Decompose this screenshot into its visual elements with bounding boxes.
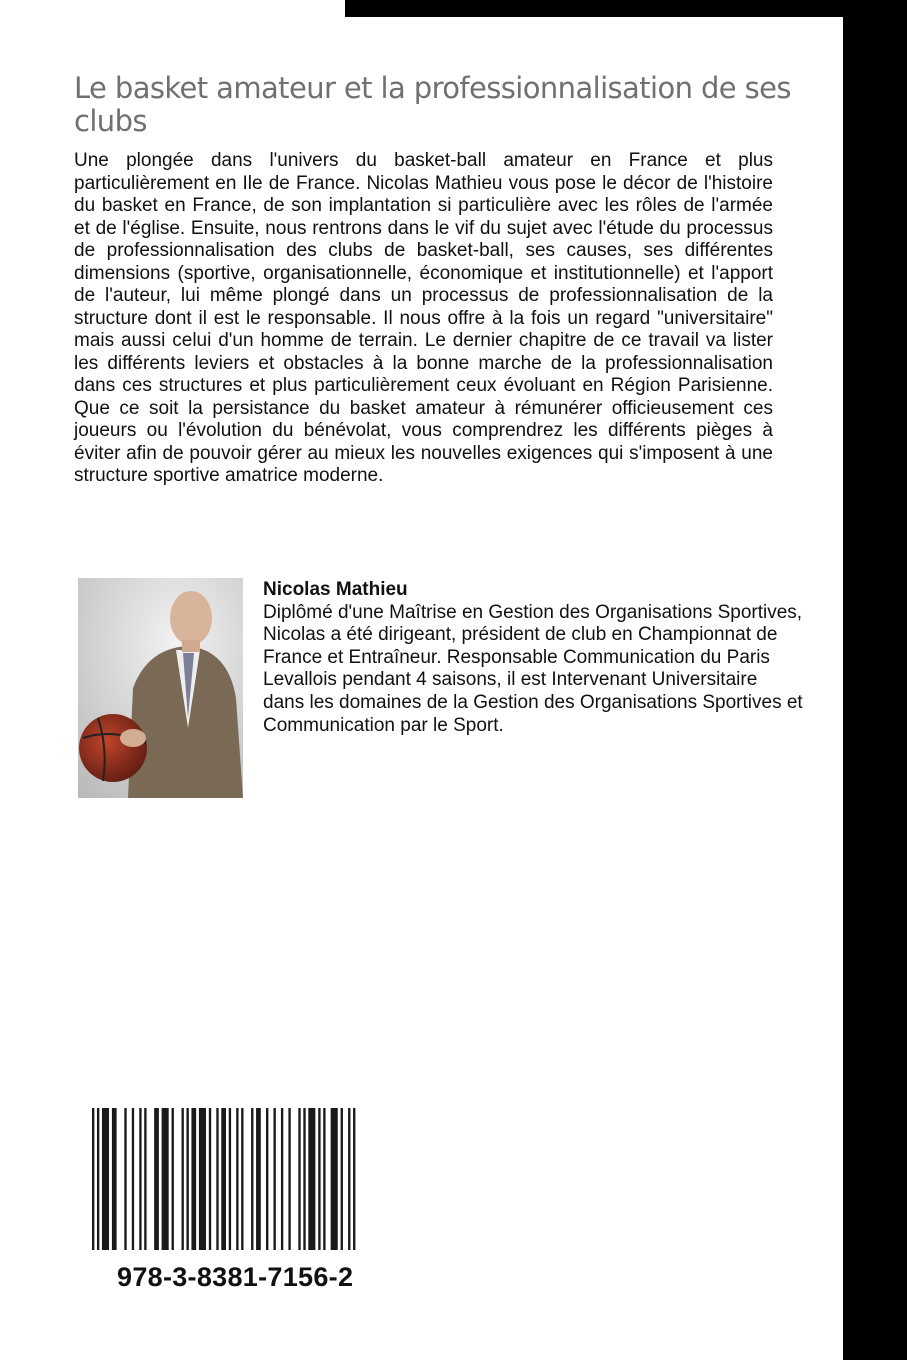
- barcode-bar: [348, 1108, 350, 1250]
- barcode-bar: [97, 1108, 99, 1250]
- cover-spine-band: [843, 0, 907, 1360]
- barcode-bar: [216, 1108, 218, 1250]
- barcode-bar: [298, 1108, 300, 1250]
- isbn-number: 978-3-8381-7156-2: [117, 1262, 354, 1292]
- barcode-bar: [191, 1108, 196, 1250]
- author-bio-block: [263, 579, 803, 737]
- barcode-bar: [318, 1108, 320, 1250]
- barcode-bar: [112, 1108, 117, 1250]
- barcode-bar: [229, 1108, 231, 1250]
- barcode-bar: [221, 1108, 226, 1250]
- barcode-bar: [102, 1108, 109, 1250]
- barcode-bar: [323, 1108, 325, 1250]
- book-description: Une plongée dans l'univers du basket-ball amateur en France et plus particulièrement en Ile de France. Nicolas Mathieu vous pose le décor de l'histoire du basket en France, de son implantation si particulière avec les rôles de l'armée et de l'église. Ensuite, nous rentrons dans le vif du sujet avec l'étude du processus de professionnalisation des clubs de basket-ball, ses causes, ses différentes dimensions (sportive, organisationnelle, économique et institutionnelle) et l'apport de l'auteur, lui même plongé dans un processus de professionnalisation de la structure dont il est le responsable. Il nous offre à la fois un regard "universitaire" mais aussi celui d'un homme de terrain. Le dernier chapitre de ce travail va lister les différents leviers et obstacles à la bonne marche de la professionnalisation dans ces structures et plus particulièrement ceux évoluant en Région Parisienne. Que ce soit la persistance du basket amateur à rémunérer officieusement ces joueurs ou l'évolution du bénévolat, vous comprendrez les différents pièges à éviter afin de pouvoir gérer au mieux les nouvelles exigences qui s'imposent à une structure sportive amatrice moderne.: [74, 150, 773, 486]
- author-bio: Diplômé d'une Maîtrise en Gestion des Organisations Sportives, Nicolas a été dirigeant, président de club en Championnat de France et Entraîneur. Responsable Communication du Paris Levallois pendant 4 saisons, il est Intervenant Universitaire dans les domaines de la Gestion des Organisations Sportives et Communication par le Sport.: [263, 601, 803, 736]
- barcode-bar: [251, 1108, 253, 1250]
- barcode-bar: [209, 1108, 211, 1250]
- barcode-bar: [144, 1108, 146, 1250]
- barcode-bar: [288, 1108, 290, 1250]
- barcode-bar: [172, 1108, 174, 1250]
- barcode-bar: [181, 1108, 183, 1250]
- cover-edge-top: [345, 0, 907, 17]
- author-name: Nicolas Mathieu: [263, 579, 408, 600]
- isbn-barcode: [92, 1108, 358, 1250]
- barcode-bar: [139, 1108, 141, 1250]
- barcode-bar: [256, 1108, 261, 1250]
- barcode-bar: [154, 1108, 159, 1250]
- barcode-bar: [92, 1108, 94, 1250]
- barcode-bar: [341, 1108, 343, 1250]
- book-title: Le basket amateur et la professionnalisation de ses clubs: [74, 71, 791, 138]
- barcode-bar: [199, 1108, 206, 1250]
- barcode-bar: [266, 1108, 268, 1250]
- barcode-bar: [331, 1108, 338, 1250]
- author-photo: [78, 578, 243, 798]
- barcode-bar: [186, 1108, 188, 1250]
- barcode-bar: [353, 1108, 355, 1250]
- barcode-bar: [281, 1108, 283, 1250]
- barcode-bar: [162, 1108, 169, 1250]
- barcode-bar: [273, 1108, 275, 1250]
- barcode-bar: [132, 1108, 134, 1250]
- barcode-bar: [241, 1108, 243, 1250]
- barcode-bar: [124, 1108, 126, 1250]
- barcode-bar: [236, 1108, 238, 1250]
- barcode-bar: [303, 1108, 305, 1250]
- barcode-bar: [308, 1108, 315, 1250]
